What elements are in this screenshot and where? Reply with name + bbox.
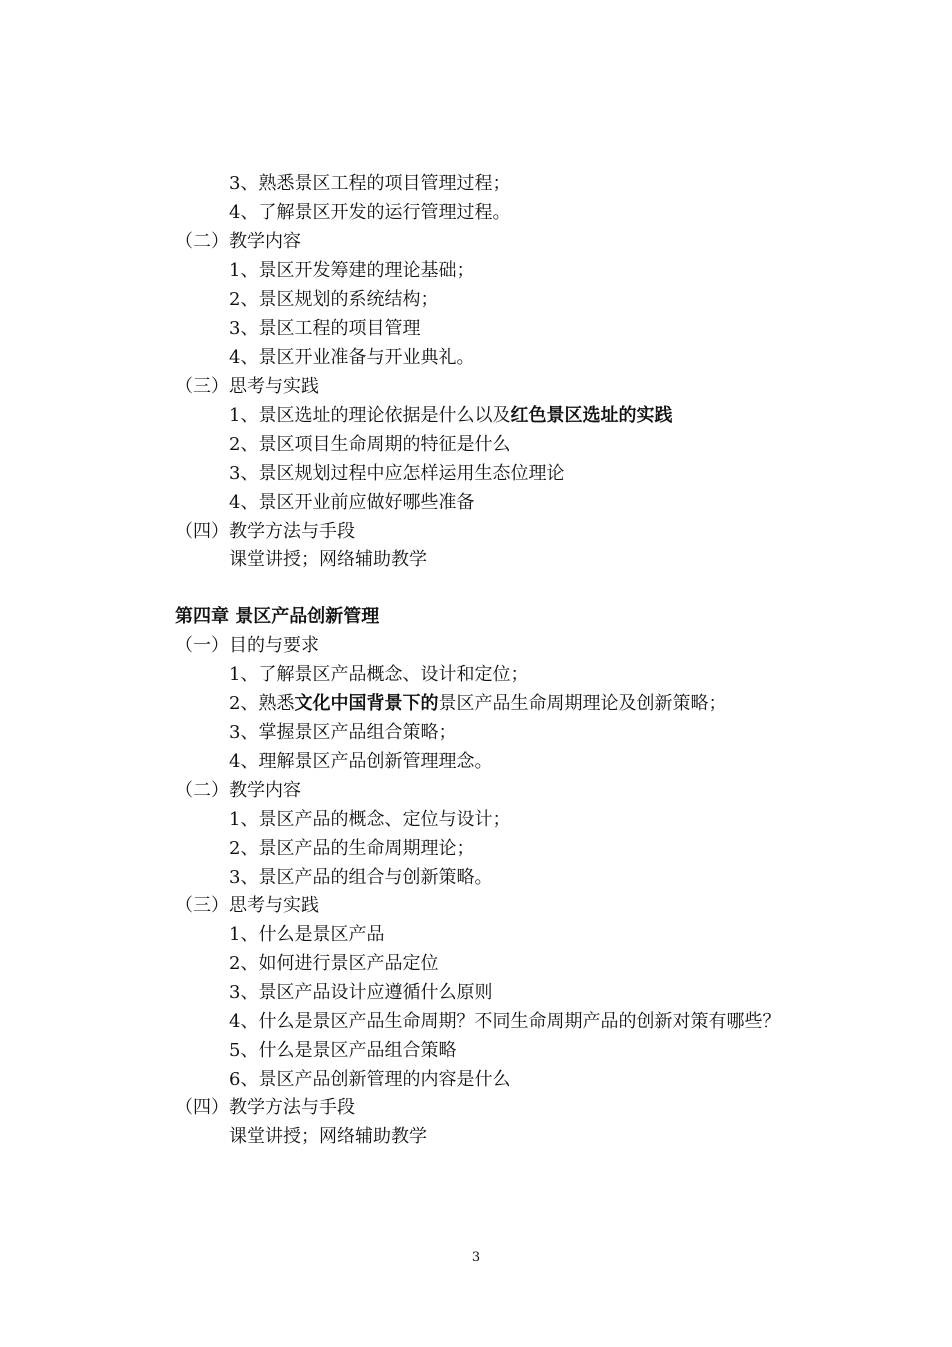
practice-heading: （三）思考与实践 [175, 376, 319, 397]
ch4-goals-heading: （一）目的与要求 [175, 635, 319, 656]
page-number: 3 [471, 1250, 481, 1265]
method-text: 课堂讲授；网络辅助教学 [229, 549, 427, 570]
ch4-goal-3: 3、掌握景区产品组合策略； [229, 722, 457, 743]
practice-item-1-emphasis: 红色景区选址的实践 [510, 405, 673, 426]
content-item-1: 1、景区开发筹建的理论基础； [229, 260, 475, 281]
ch4-method-text: 课堂讲授；网络辅助教学 [229, 1126, 427, 1147]
content-heading: （二）教学内容 [175, 231, 301, 252]
goal-item-3: 3、熟悉景区工程的项目管理过程； [229, 173, 511, 194]
ch4-goal-2-emphasis: 文化中国背景下的 [294, 693, 439, 714]
practice-item-4: 4、景区开业前应做好哪些准备 [229, 492, 475, 513]
practice-item-3: 3、景区规划过程中应怎样运用生态位理论 [229, 463, 565, 484]
goal-item-4: 4、了解景区开发的运行管理过程。 [229, 202, 511, 223]
ch4-goal-4: 4、理解景区产品创新管理理念。 [229, 751, 493, 772]
ch4-goal-1: 1、了解景区产品概念、设计和定位； [229, 664, 529, 685]
chapter-title: 第四章 景区产品创新管理 [175, 606, 380, 627]
ch4-content-item-1: 1、景区产品的概念、定位与设计； [229, 809, 511, 830]
ch4-goal-2 [229, 693, 726, 715]
practice-item-1 [229, 405, 672, 427]
practice-item-1-text: 1、景区选址的理论依据是什么以及 [229, 405, 511, 426]
ch4-goal-2-prefix: 2、熟悉 [229, 693, 295, 714]
ch4-practice-item-3: 3、景区产品设计应遵循什么原则 [229, 982, 493, 1003]
ch4-goal-2-suffix: 景区产品生命周期理论及创新策略； [438, 693, 727, 714]
content-item-2: 2、景区规划的系统结构； [229, 289, 439, 310]
ch4-practice-item-2: 2、如何进行景区产品定位 [229, 953, 439, 974]
content-item-3: 3、景区工程的项目管理 [229, 318, 421, 339]
ch4-practice-item-6: 6、景区产品创新管理的内容是什么 [229, 1069, 511, 1090]
ch4-method-heading: （四）教学方法与手段 [175, 1097, 355, 1118]
ch4-practice-heading: （三）思考与实践 [175, 895, 319, 916]
ch4-practice-item-1: 1、什么是景区产品 [229, 924, 385, 945]
content-item-4: 4、景区开业准备与开业典礼。 [229, 347, 475, 368]
practice-item-2: 2、景区项目生命周期的特征是什么 [229, 434, 511, 455]
ch4-practice-item-5: 5、什么是景区产品组合策略 [229, 1040, 457, 1061]
ch4-practice-item-4: 4、什么是景区产品生命周期？不同生命周期产品的创新对策有哪些？ [229, 1011, 781, 1032]
ch4-content-heading: （二）教学内容 [175, 780, 301, 801]
ch4-content-item-2: 2、景区产品的生命周期理论； [229, 838, 475, 859]
ch4-content-item-3: 3、景区产品的组合与创新策略。 [229, 867, 493, 888]
method-heading: （四）教学方法与手段 [175, 521, 355, 542]
